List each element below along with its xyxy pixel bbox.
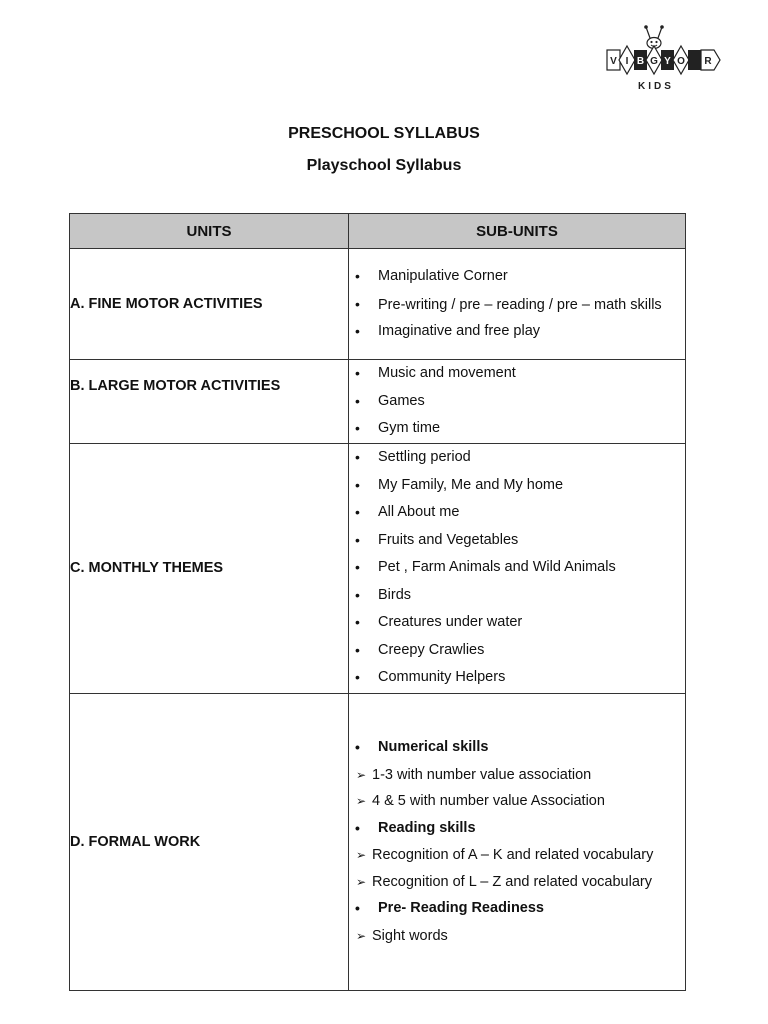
logo-subtitle: KIDS	[638, 81, 674, 92]
table-header-row	[70, 214, 686, 249]
unit-label: C. MONTHLY THEMES	[70, 443, 349, 693]
sub-list-item: ➢ Sight words	[349, 923, 685, 950]
logo-graphic	[606, 24, 726, 82]
list-item: • Music and movement	[349, 360, 685, 388]
list-item: • Fruits and Vegetables	[349, 527, 685, 555]
list-item: • Creatures under water	[349, 609, 685, 637]
list-item	[349, 815, 685, 843]
list-item: • Settling period	[349, 444, 685, 472]
syllabus-table	[69, 213, 686, 991]
logo-letter-v: V	[610, 56, 617, 67]
table-row	[70, 360, 686, 444]
sub-item-list	[349, 842, 685, 895]
sub-unit-list	[349, 360, 685, 443]
list-item: • Gym time	[349, 415, 685, 443]
list-item: • Imaginative and free play	[349, 318, 685, 346]
logo-letter-o: O	[677, 56, 685, 67]
units-header: UNITS	[70, 214, 349, 249]
list-item: • Games	[349, 388, 685, 416]
logo-letter-g: G	[650, 56, 658, 67]
logo-letter-i: I	[625, 56, 629, 67]
sub-units-cell	[349, 249, 686, 360]
list-item: • Creepy Crawlies	[349, 637, 685, 665]
sub-unit-list	[349, 734, 685, 762]
sub-units-header: SUB-UNITS	[349, 214, 686, 249]
group-heading: Pre- Reading Readiness	[378, 900, 544, 916]
sub-list-item: ➢ Recognition of A – K and related vocabulary	[349, 842, 685, 869]
table-row	[70, 693, 686, 990]
page-title: PRESCHOOL SYLLABUS	[288, 125, 480, 142]
list-item: • Community Helpers	[349, 664, 685, 692]
vibgyor-kids-logo	[606, 24, 726, 96]
unit-label: B. LARGE MOTOR ACTIVITIES	[70, 360, 349, 444]
sub-item-list	[349, 762, 685, 815]
logo-letter-y: Y	[664, 56, 671, 67]
unit-label: A. FINE MOTOR ACTIVITIES	[70, 249, 349, 360]
sub-list-item: ➢ 4 & 5 with number value Association	[349, 788, 685, 815]
logo-letter-r: R	[704, 56, 712, 67]
sub-list-item: ➢ Recognition of L – Z and related vocabulary	[349, 869, 685, 896]
list-item: • My Family, Me and My home	[349, 472, 685, 500]
sub-item-list	[349, 923, 685, 950]
table-row	[70, 443, 686, 693]
list-item	[349, 734, 685, 762]
sub-unit-list	[349, 263, 685, 345]
page-subtitle: Playschool Syllabus	[306, 157, 462, 174]
list-item: • All About me	[349, 499, 685, 527]
group-heading: Numerical skills	[378, 739, 489, 755]
list-item	[349, 895, 685, 923]
sub-units-cell	[349, 360, 686, 444]
sub-list-item: ➢ 1-3 with number value association	[349, 762, 685, 789]
sub-unit-list	[349, 815, 685, 843]
sub-unit-list	[349, 895, 685, 923]
sub-units-cell	[349, 693, 686, 990]
logo-letter-b: B	[636, 56, 645, 67]
list-item: • Manipulative Corner	[349, 263, 685, 291]
group-heading: Reading skills	[378, 819, 476, 836]
unit-label: D. FORMAL WORK	[70, 693, 349, 990]
list-item: • Pre-writing / pre – reading / pre – math skills	[349, 291, 685, 318]
sub-unit-list	[349, 444, 685, 692]
table-row	[70, 249, 686, 360]
list-item: • Birds	[349, 582, 685, 610]
sub-units-cell	[349, 443, 686, 693]
list-item: • Pet , Farm Animals and Wild Animals	[349, 554, 685, 582]
